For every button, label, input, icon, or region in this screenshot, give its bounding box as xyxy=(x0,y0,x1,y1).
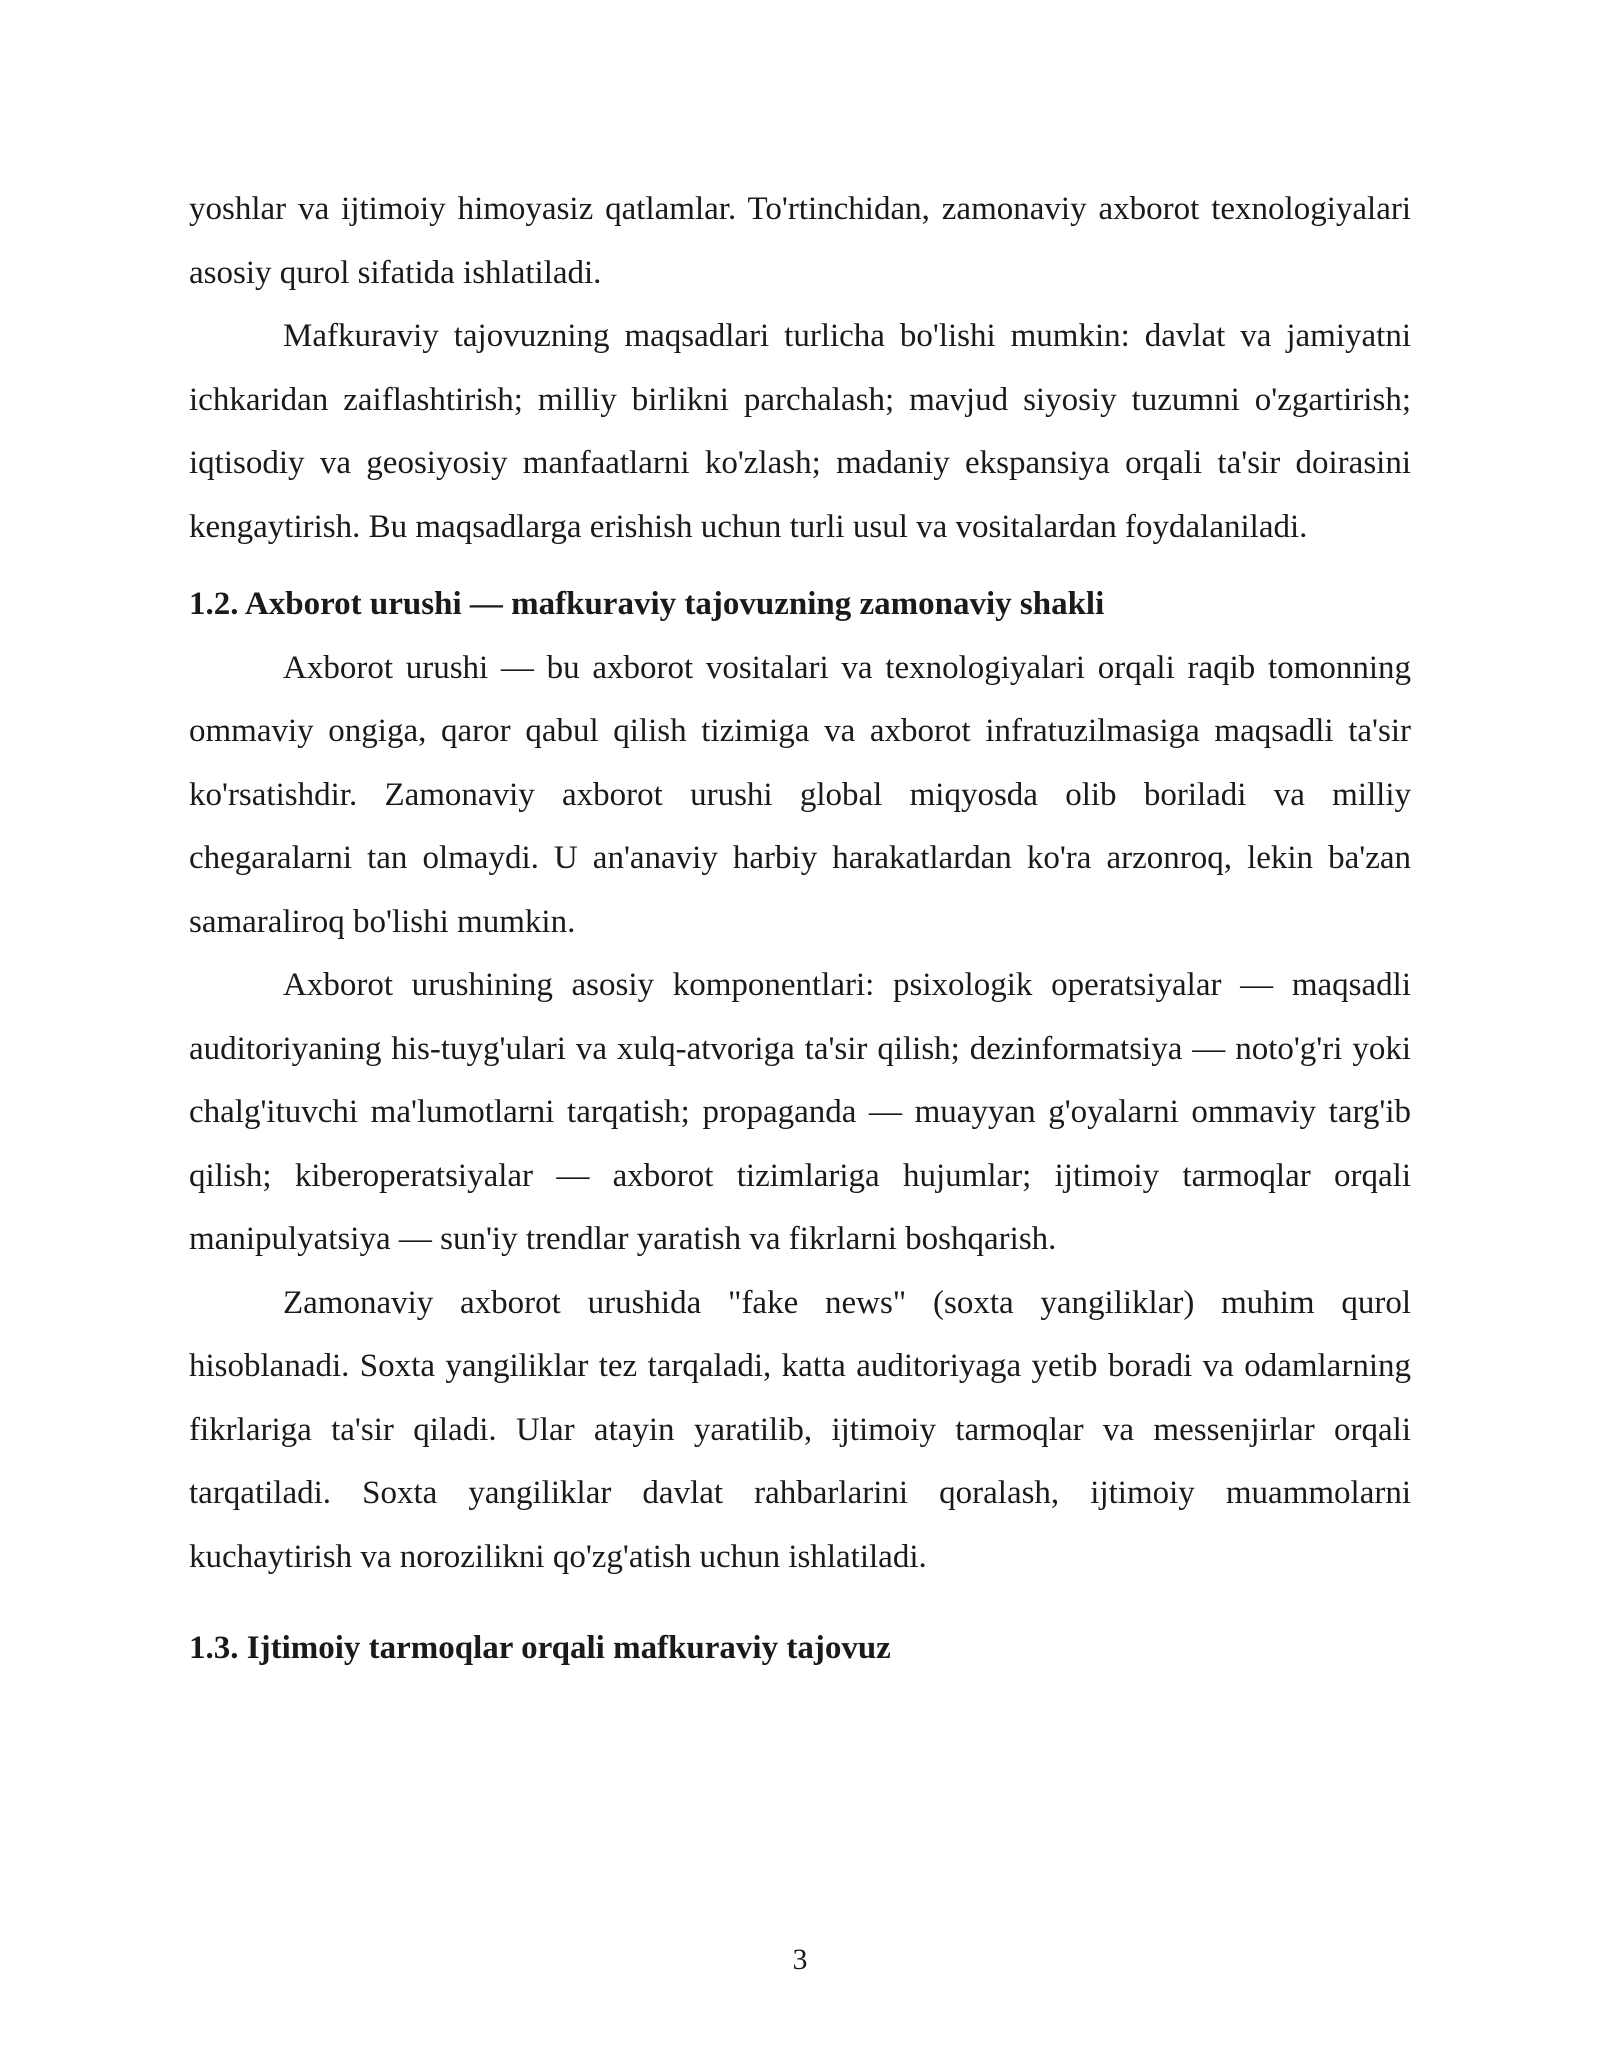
section-heading-1-3: 1.3. Ijtimoiy tarmoqlar orqali mafkuraviy tajovuz xyxy=(189,1630,891,1666)
paragraph-continuation: yoshlar va ijtimoiy himoyasiz qatlamlar. To'rtinchidan, zamonaviy axborot texnologiyalari asosiy qurol sifatida ishlatiladi. xyxy=(189,191,1411,291)
page-number: 3 xyxy=(792,1943,808,1976)
paragraph-information-war-definition: Axborot urushi — bu axborot vositalari va texnologiyalari orqali raqib tomonning ommaviy ongiga, qaror qabul qilish tizimiga va axborot infratuzilmasiga maqsadli ta'sir ko'rsatishdir. Zamonaviy axborot urushi global miqyosda olib boriladi va milliy chegaralarni tan olmaydi. U an'anaviy harbiy harakatlardan ko'ra arzonroq, lekin ba'zan samaraliroq bo'lishi mumkin. xyxy=(189,649,1411,940)
paragraph-fake-news: Zamonaviy axborot urushida "fake news" (soxta yangiliklar) muhim qurol hisoblanadi. Soxta yangiliklar tez tarqaladi, katta auditoriyaga yetib boradi va odamlarning fikrlariga ta'sir qiladi. Ular atayin yaratilib, ijtimoiy tarmoqlar va messenjirlar orqali tarqatiladi. Soxta yangiliklar davlat rahbarlarini qoralash, ijtimoiy muammolarni kuchaytirish va norozilikni qo'zg'atish uchun ishlatiladi. xyxy=(189,1284,1411,1575)
paragraph-information-war-components: Axborot urushining asosiy komponentlari: psixologik operatsiyalar — maqsadli auditoriyaning his-tuyg'ulari va xulq-atvoriga ta'sir qilish; dezinformatsiya — noto'g'ri yoki chalg'ituvchi ma'lumotlarni tarqatish; propaganda — muayyan g'oyalarni ommaviy targ'ib qilish; kiberoperatsiyalar — axborot tizimlariga hujumlar; ijtimoiy tarmoqlar orqali manipulyatsiya — sun'iy trendlar yaratish va fikrlarni boshqarish. xyxy=(189,967,1411,1257)
paragraph-goals: Mafkuraviy tajovuzning maqsadlari turlicha bo'lishi mumkin: davlat va jamiyatni ichkaridan zaiflashtirish; milliy birlikni parchalash; mavjud siyosiy tuzumni o'zgartirish; iqtisodiy va geosiyosiy manfaatlarni ko'zlash; madaniy ekspansiya orqali ta'sir doirasini kengaytirish. Bu maqsadlarga erishish uchun turli usul va vositalardan foydalaniladi. xyxy=(189,318,1411,545)
section-heading-1-2: 1.2. Axborot urushi — mafkuraviy tajovuzning zamonaviy shakli xyxy=(189,586,1105,622)
page-content xyxy=(189,178,1411,1681)
